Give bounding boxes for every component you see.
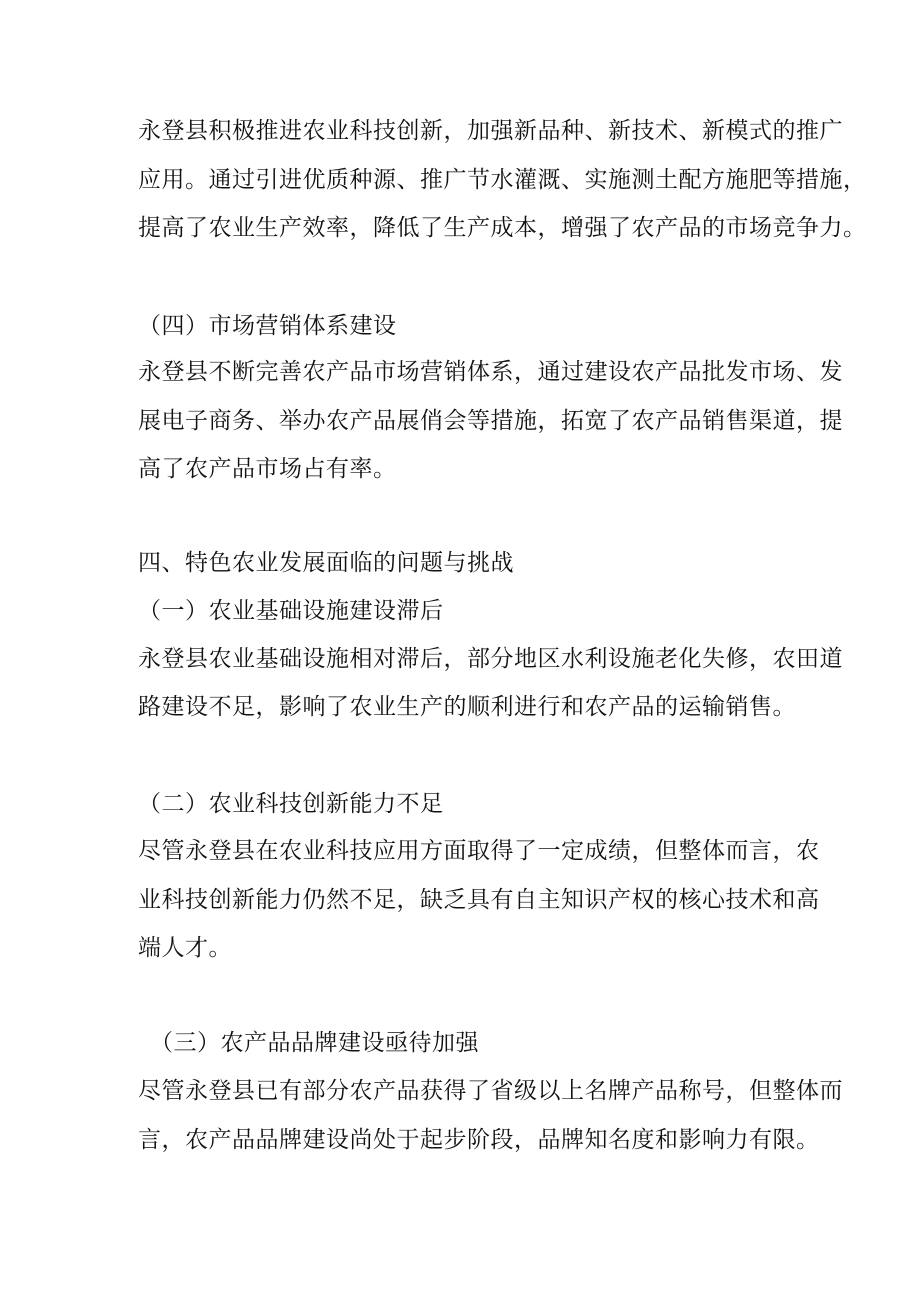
paragraph-line: 高了农产品市场占有率。 xyxy=(138,456,397,482)
paragraph-line: 提高了农业生产效率，降低了生产成本，增强了农产品的市场竞争力。 xyxy=(138,215,867,241)
paragraph-line: 永登县农业基础设施相对滞后，部分地区水利设施老化失修，农田道 xyxy=(138,646,843,672)
paragraph-line: 言，农产品品牌建设尚处于起步阶段，品牌知名度和影响力有限。 xyxy=(138,1127,820,1153)
paragraph-line: 永登县不断完善农产品市场营销体系，通过建设农产品批发市场、发 xyxy=(138,359,843,385)
paragraph-line: 端人才。 xyxy=(138,935,232,961)
paragraph-line: 路建设不足，影响了农业生产的顺利进行和农产品的运输销售。 xyxy=(138,694,796,720)
paragraph-line: 展电子商务、举办农产品展俏会等措施，拓宽了农产品销售渠道，提 xyxy=(138,408,843,434)
paragraph-line: 尽管永登县在农业科技应用方面取得了一定成绩，但整体而言，农 xyxy=(138,838,820,864)
paragraph-line: 应用。通过引进优质种源、推广节水灌溉、实施测土配方施肥等措施， xyxy=(138,167,867,193)
paragraph-line: 永登县积极推进农业科技创新，加强新品种、新技术、新模式的推广 xyxy=(138,118,843,144)
section-heading: 四、特色农业发展面临的问题与挑战 xyxy=(138,550,514,576)
section-subheading: （二）农业科技创新能力不足 xyxy=(138,791,444,817)
paragraph-line: 业科技创新能力仍然不足，缺乏具有自主知识产权的核心技术和高 xyxy=(138,887,820,913)
section-subheading: （一）农业基础设施建设滞后 xyxy=(138,598,444,624)
paragraph-line: 尽管永登县已有部分农产品获得了省级以上名牌产品称号，但整体而 xyxy=(138,1078,843,1104)
section-subheading: （三）农产品品牌建设亟待加强 xyxy=(150,1030,479,1056)
section-subheading: （四）市场营销体系建设 xyxy=(138,313,397,339)
